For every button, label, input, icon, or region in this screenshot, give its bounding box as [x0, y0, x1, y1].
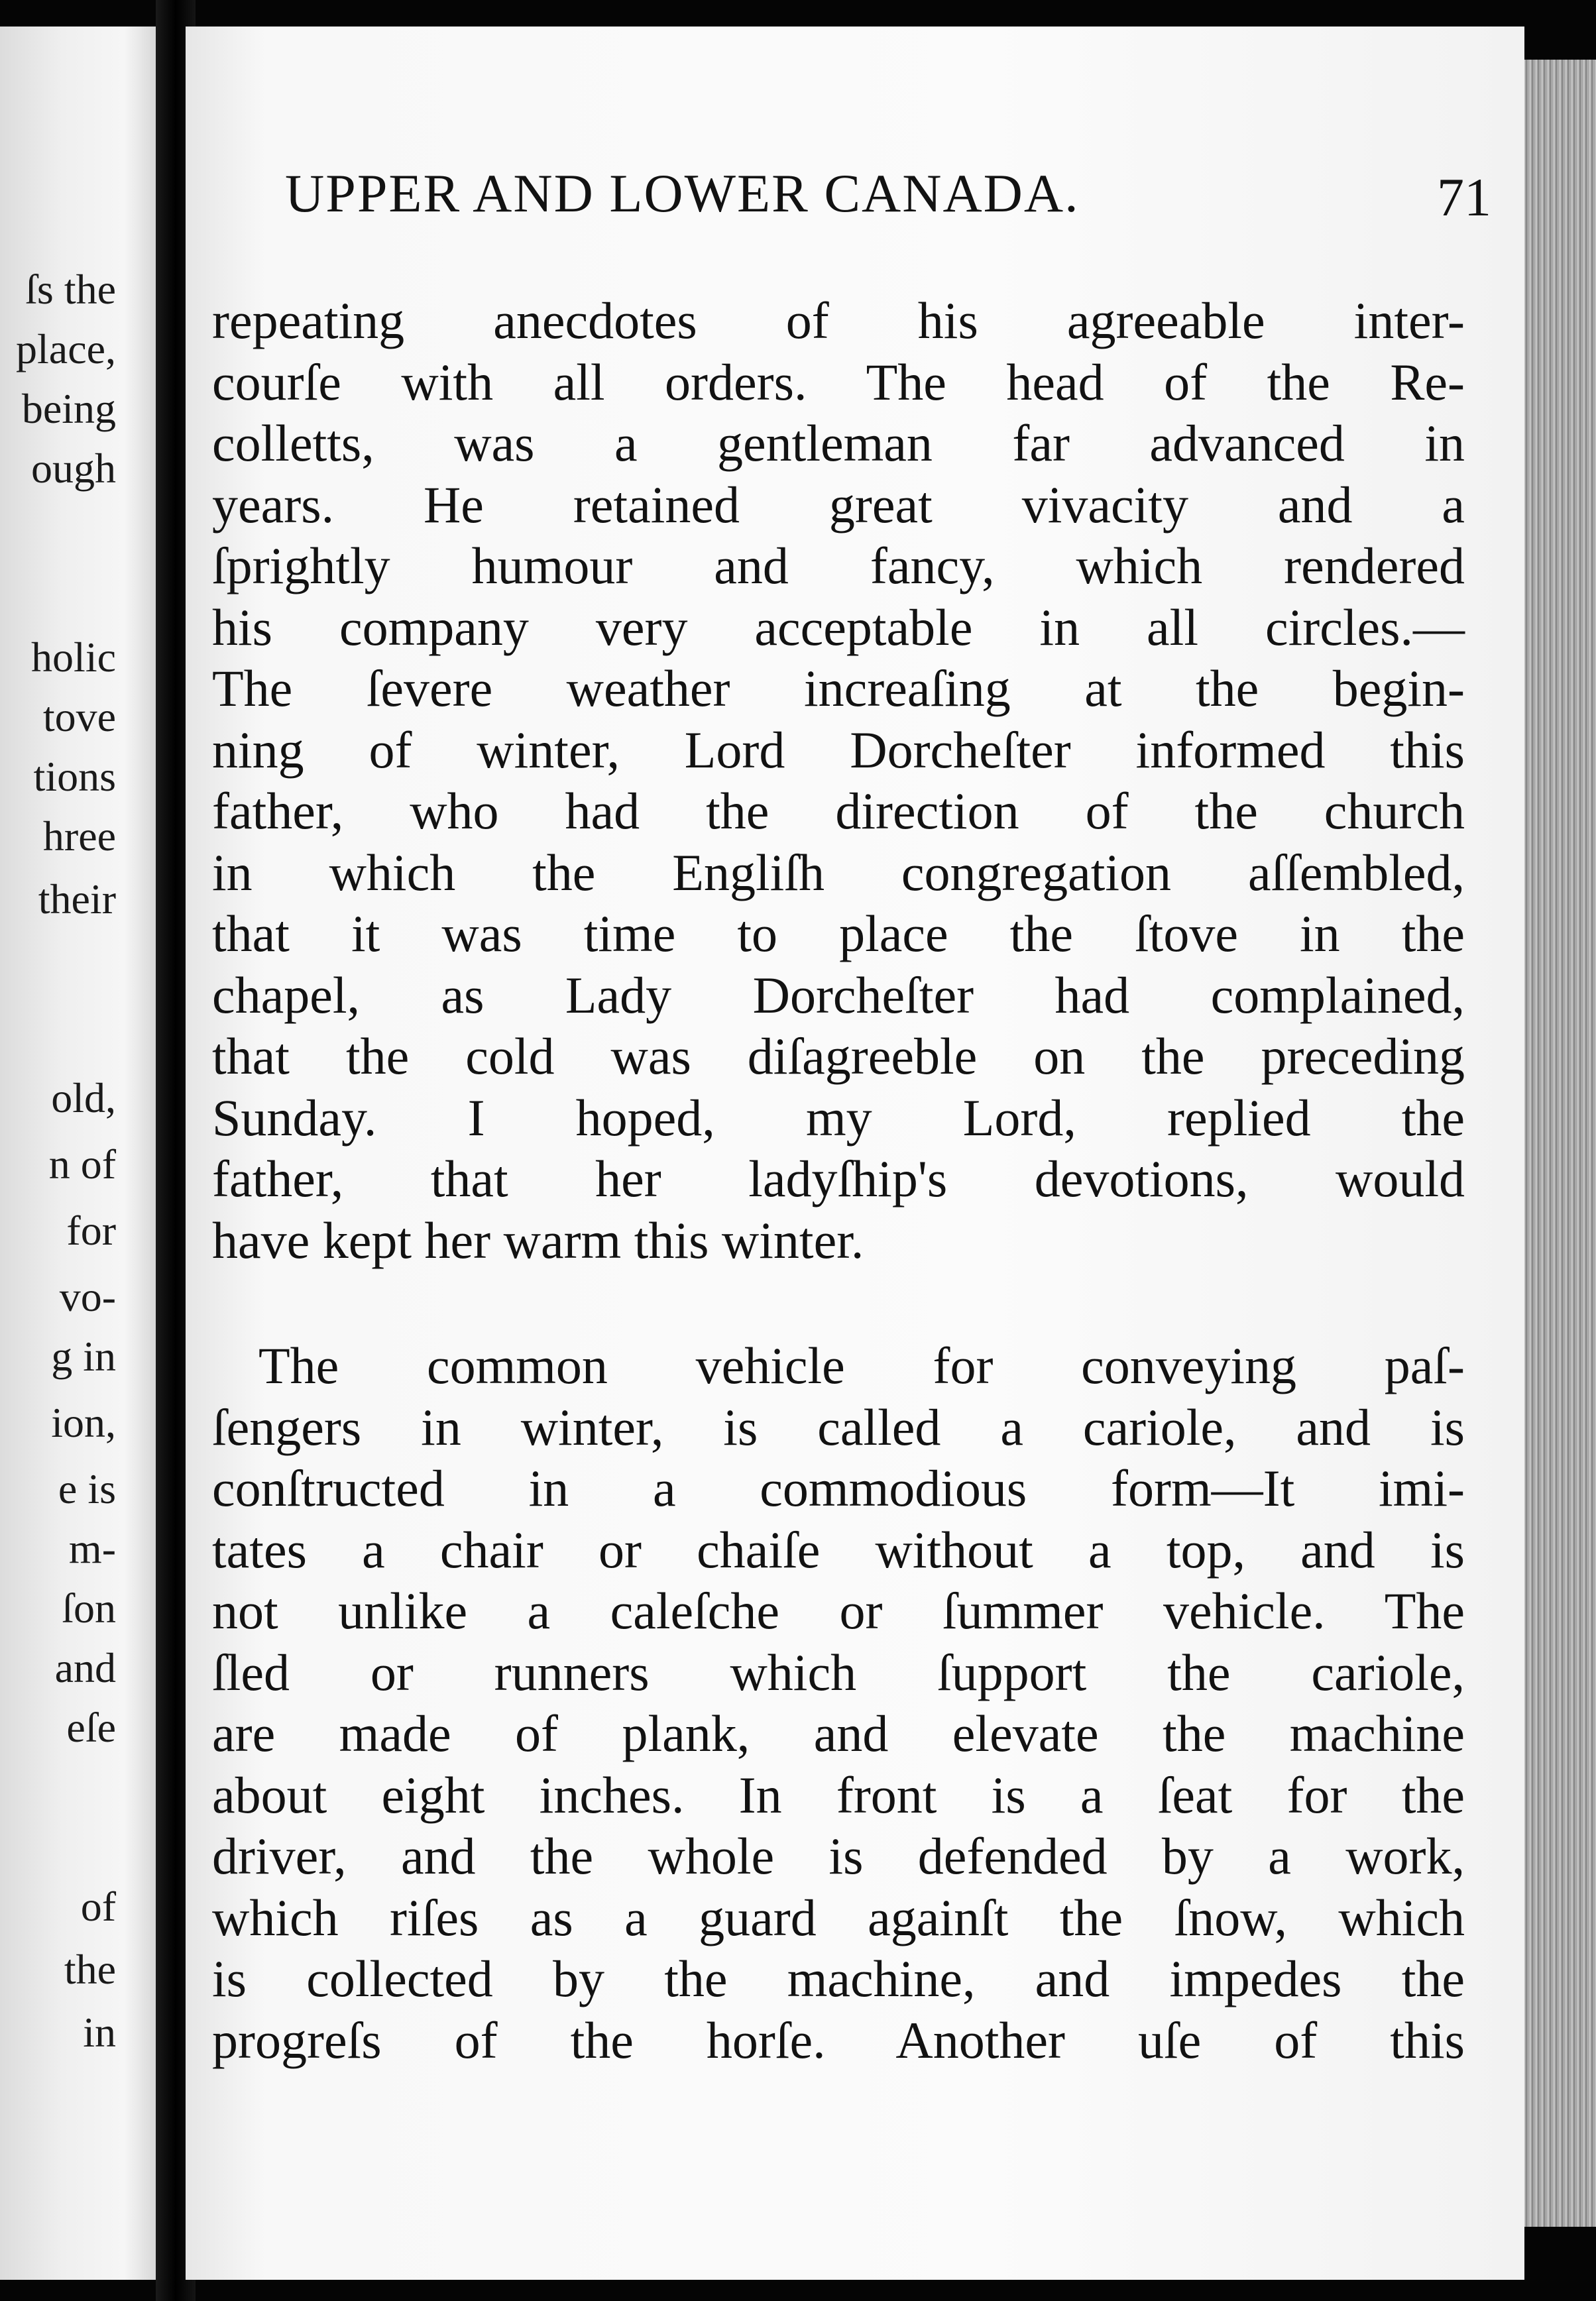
text-line: are made of plank, and elevate the machine — [212, 1705, 1465, 1762]
paragraph-1 — [212, 290, 1465, 1271]
left-page-fragment: and — [54, 1644, 116, 1691]
left-page-fragment: place, — [16, 325, 116, 372]
left-facing-page — [0, 27, 156, 2280]
text-line: that the cold was diſagreeble on the preceding — [212, 1027, 1465, 1085]
left-page-fragment: ion, — [51, 1399, 116, 1446]
text-line: father, that her ladyſhip's devotions, would — [212, 1150, 1465, 1207]
left-page-fragment: the — [64, 1946, 116, 1993]
text-line: repeating anecdotes of his agreeable inter- — [212, 292, 1465, 349]
text-line: his company very acceptable in all circles.— — [212, 598, 1465, 656]
text-line: in which the Engliſh congregation aſſembled, — [212, 843, 1465, 901]
text-line: driver, and the whole is defended by a work, — [212, 1827, 1465, 1885]
left-page-fragment: for — [66, 1207, 116, 1254]
text-line: not unlike a caleſche or ſummer vehicle. The — [212, 1582, 1465, 1640]
paragraph-2 — [212, 1335, 1465, 2071]
left-page-fragment: holic — [31, 634, 116, 681]
text-line: which riſes as a guard againſt the ſnow, which — [212, 1888, 1465, 1946]
text-line: years. He retained great vivacity and a — [212, 475, 1465, 533]
text-line: progreſs of the horſe. Another uſe of this — [212, 2011, 1465, 2069]
text-line: chapel, as Lady Dorcheſter had complained, — [212, 966, 1465, 1024]
running-head-title: UPPER AND LOWER CANADA. — [285, 163, 1080, 223]
text-line: colletts, was a gentleman far advanced in — [212, 414, 1465, 472]
text-line: tates a chair or chaiſe without a top, and is — [212, 1520, 1465, 1579]
text-line: ſprightly humour and fancy, which rendered — [212, 537, 1465, 594]
left-page-fragment: e is — [58, 1465, 116, 1512]
left-page-fragment: vo- — [59, 1273, 116, 1320]
text-line: ſengers in winter, is called a cariole, and is — [212, 1398, 1465, 1456]
text-line: conſtructed in a commodious form—It imi- — [212, 1459, 1465, 1517]
left-page-fragment: of — [80, 1883, 116, 1930]
text-line: about eight inches. In front is a ſeat for the — [212, 1766, 1465, 1824]
left-page-fragment: g in — [51, 1333, 116, 1380]
left-page-fragment: n of — [48, 1141, 116, 1188]
left-page-fragment: m- — [68, 1525, 116, 1572]
left-page-fragment: in — [83, 2009, 116, 2056]
text-line: that it was time to place the ſtove in the — [212, 905, 1465, 962]
text-line: have kept her warm this winter. — [212, 1211, 864, 1269]
left-page-fragment: ſs the — [25, 266, 116, 313]
running-head — [285, 162, 1491, 235]
left-page-fragment: tove — [42, 693, 116, 740]
text-line: ſled or runners which ſupport the cariole, — [212, 1643, 1465, 1701]
text-line: father, who had the direction of the church — [212, 782, 1465, 840]
left-page-fragment: their — [38, 875, 116, 923]
text-line: The common vehicle for conveying paſ- — [258, 1337, 1465, 1394]
left-page-fragment: ſon — [62, 1585, 116, 1632]
text-line: ning of winter, Lord Dorcheſter informed this — [212, 720, 1465, 779]
text-line: The ſevere weather increaſing at the begin- — [212, 659, 1465, 717]
left-page-fragment: hree — [42, 813, 116, 860]
right-page — [186, 27, 1524, 2280]
text-line: Sunday. I hoped, my Lord, replied the — [212, 1088, 1465, 1147]
left-page-fragment: tions — [33, 753, 116, 800]
page-number: 71 — [1437, 167, 1491, 227]
left-page-fragment: old, — [51, 1074, 116, 1121]
left-page-fragment: eſe — [66, 1704, 116, 1751]
left-page-fragment: being — [21, 385, 116, 432]
text-line: courſe with all orders. The head of the Re- — [212, 353, 1465, 411]
text-line: is collected by the machine, and impedes the — [212, 1950, 1465, 2007]
left-page-fragment: ough — [31, 445, 116, 492]
